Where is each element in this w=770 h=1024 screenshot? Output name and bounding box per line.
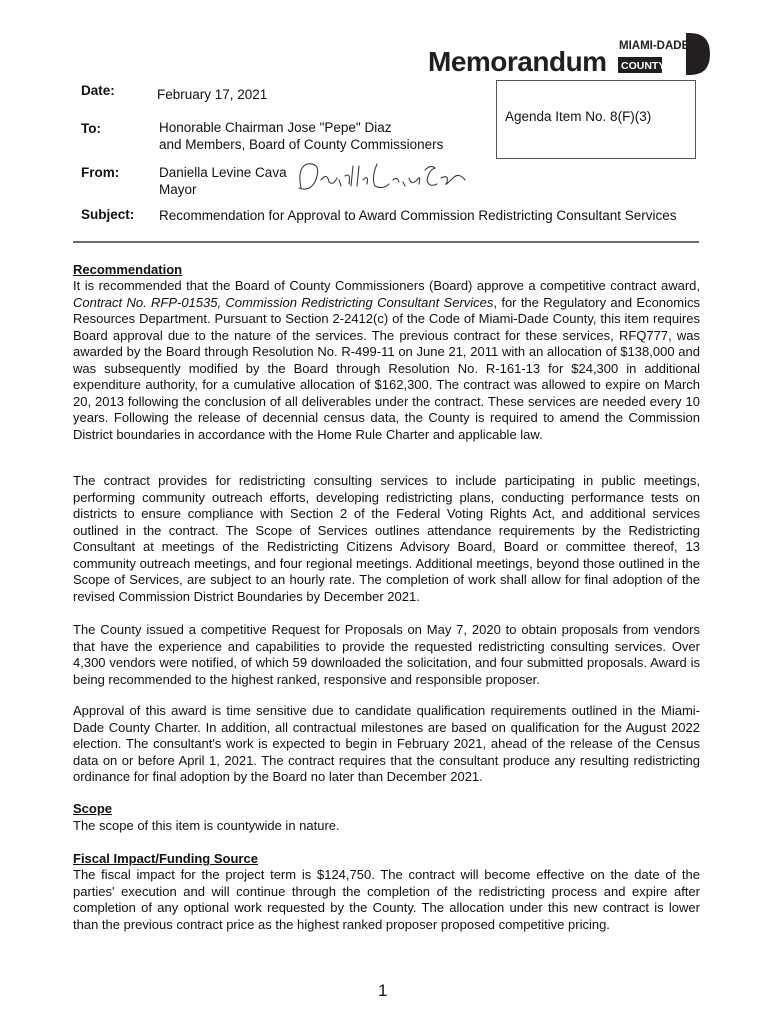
to-recipient-line1: Honorable Chairman Jose "Pepe" Diaz (159, 120, 392, 135)
agenda-item-number: Agenda Item No. 8(F)(3) (505, 109, 652, 124)
from-sender-title: Mayor (159, 182, 197, 197)
logo-text-line1: MIAMI-DADE (619, 40, 690, 52)
recommendation-heading: Recommendation (73, 262, 183, 277)
rec-p1-text-b: , for the Regulatory and Economics Resources Department. Pursuant to Section 2-2412(c) of the Code of Miami-Dade County, this item requires Board approval due to the nature of the services. The previous contract for these services, RFQ777, was awarded by the Board through Resolution No. R-499-11 on June 21, 2011 with an allocation of $138,000 and was subsequently modified by the Board through Resolution No. R-161-13 for $24,300 in additional expenditure authority, for a cumulative allocation of $162,300. The contract was allowed to expire on March 20, 2013 following the conclusion of all deliverables under the contract. These services are needed every 10 years. Following the release of decennial census data, the County is required to amend the Commission District boundaries in accordance with the Home Rule Charter and applicable law. (73, 294, 700, 442)
logo-text-line2: COUNTY (621, 60, 666, 72)
page-number: 1 (378, 981, 388, 1000)
from-sender-name: Daniella Levine Cava (159, 165, 287, 180)
to-label: To: (81, 121, 101, 136)
from-label: From: (81, 165, 120, 180)
memorandum-title: Memorandum (428, 46, 607, 77)
scope-heading: Scope (73, 801, 113, 816)
handwritten-signature (293, 158, 471, 196)
recommendation-paragraph-2: The contract provides for redistricting consulting services to include participating in public meetings, performing community outreach efforts, developing redistricting plans, conducting performance tests on districts to ensure compliance with Section 2 of the Federal Voting Rights Act, and additional services outlined in the contract. The Scope of Services outlines attendance requirements by the Redistricting Consultant at meetings of the Redistricting Citizens Advisory Board, Board or committee thereof, 13 community outreach meetings, and four regional meetings. Additional meetings, beyond those outlined in the Scope of Services, are subject to an hourly rate. The completion of work shall allow for final adoption of the revised Commission District Boundaries by December 2021. (73, 473, 700, 604)
date-value: February 17, 2021 (157, 87, 268, 102)
fiscal-impact-text: The fiscal impact for the project term is $124,750. The contract will become effective on the date of the parties' execution and will continue through the completion of the redistricting process and expire after completion of any optional work requested by the County. The allocation under this new contract is lower than the previous contract price as the highest ranked proposer proposed competitive pricing. (73, 867, 700, 932)
to-recipient-line2: and Members, Board of County Commissioners (159, 137, 444, 152)
scope-text: The scope of this item is countywide in nature. (73, 818, 340, 833)
fiscal-impact-heading: Fiscal Impact/Funding Source (73, 851, 258, 866)
recommendation-paragraph-4: Approval of this award is time sensitive due to candidate qualification requirements outlined in the Miami-Dade County Charter. In addition, all contractual milestones are based on qualification for the August 2022 election. The consultant's work is expected to begin in February 2021, ahead of the release of the Census data on or before April 1, 2021. The contract requires that the consultant produce any resulting redistricting ordinance for final adoption by the Board no later than December 2021. (73, 703, 700, 784)
subject-value: Recommendation for Approval to Award Commission Redistricting Consultant Services (159, 208, 677, 223)
rec-p1-text-a: It is recommended that the Board of County Commissioners (Board) approve a competitive contract award, (73, 278, 700, 293)
subject-label: Subject: (81, 207, 135, 222)
recommendation-paragraph-1 (73, 278, 700, 443)
recommendation-paragraph-3: The County issued a competitive Request for Proposals on May 7, 2020 to obtain proposals from vendors that have the experience and capabilities to provide the requested redistricting consulting services. Over 4,300 vendors were notified, of which 59 downloaded the solicitation, and four submitted proposals. Award is being recommended to the highest ranked, responsive and responsible proposer. (73, 622, 700, 687)
miami-dade-county-logo (616, 31, 712, 77)
contract-name: Contract No. RFP-01535, Commission Redistricting Consultant Services (73, 294, 494, 310)
header-divider (73, 241, 699, 243)
date-label: Date: (81, 83, 115, 98)
